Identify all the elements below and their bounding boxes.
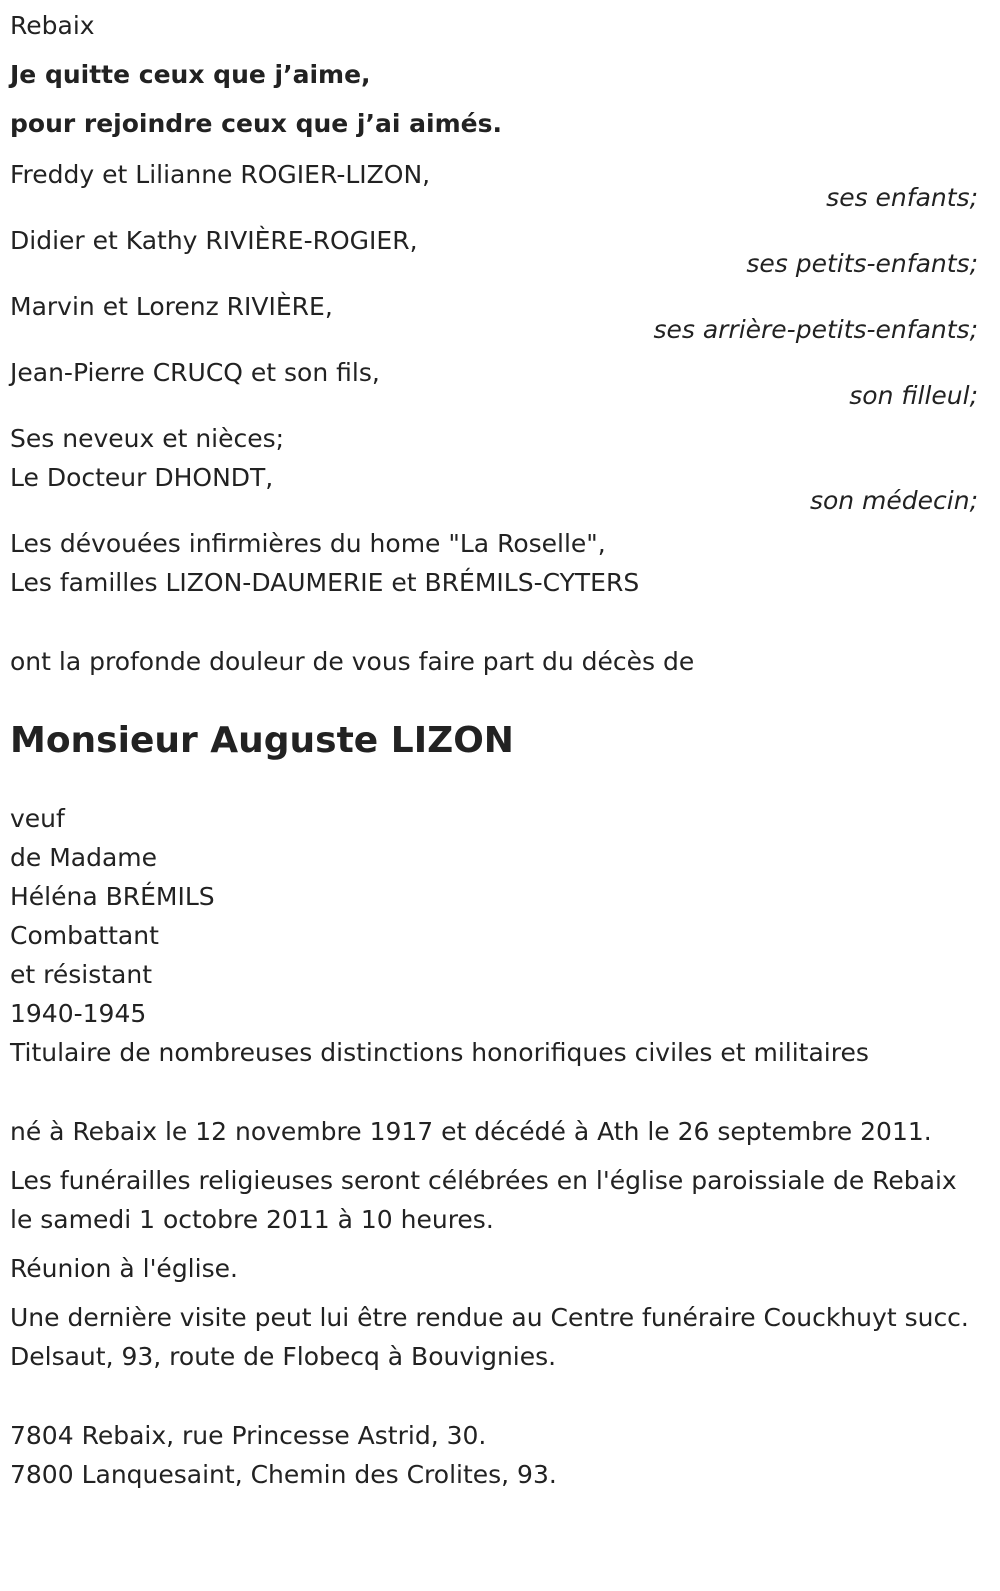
detail-line: de Madame	[10, 843, 158, 872]
obituary-notice	[10, 6, 978, 1494]
nurses-line: Les dévouées infirmières du home "La Roselle",	[10, 529, 606, 558]
detail-line: 1940-1945	[10, 999, 147, 1028]
relative-entry	[10, 353, 978, 415]
motto-line-2: pour rejoindre ceux que j’ai aimés.	[10, 109, 502, 138]
detail-line: veuf	[10, 804, 65, 833]
deceased-details	[10, 799, 978, 1072]
doctor-role: son médecin;	[809, 486, 978, 515]
deceased-name: Monsieur Auguste LIZON	[10, 720, 514, 761]
relative-role: son filleul;	[849, 381, 978, 410]
relative-names: Freddy et Lilianne ROGIER-LIZON,	[10, 160, 431, 189]
detail-line: Héléna BRÉMILS	[10, 882, 215, 911]
families-line: Les familles LIZON-DAUMERIE et BRÉMILS-CYTERS	[10, 568, 640, 597]
relative-role: ses petits-enfants;	[746, 249, 978, 278]
meeting-line: Réunion à l'église.	[10, 1254, 238, 1283]
address-line: 7804 Rebaix, rue Princesse Astrid, 30.	[10, 1421, 487, 1450]
announcement-line: ont la profonde douleur de vous faire part du décès de	[10, 647, 695, 676]
nephews-line: Ses neveux et nièces;	[10, 424, 285, 453]
family-list	[10, 155, 978, 602]
funeral-paragraph: Les funérailles religieuses seront célébrées en l'église paroissiale de Rebaix le samedi 1 octobre 2011 à 10 heures.	[10, 1166, 957, 1234]
detail-line: Combattant	[10, 921, 159, 950]
relative-entry	[10, 155, 978, 217]
detail-line: et résistant	[10, 960, 153, 989]
place-name: Rebaix	[10, 11, 95, 40]
relative-names: Jean-Pierre CRUCQ et son fils,	[10, 358, 380, 387]
relative-role: ses enfants;	[826, 183, 978, 212]
visit-paragraph: Une dernière visite peut lui être rendue au Centre funéraire Couckhuyt succ. Delsaut, 93, route de Flobecq à Bouvignies.	[10, 1303, 969, 1371]
relative-entry	[10, 221, 978, 283]
detail-line: Titulaire de nombreuses distinctions honorifiques civiles et militaires	[10, 1038, 869, 1067]
relative-entry	[10, 287, 978, 349]
birth-death-line: né à Rebaix le 12 novembre 1917 et décédé à Ath le 26 septembre 2011.	[10, 1117, 932, 1146]
motto-line-1: Je quitte ceux que j’aime,	[10, 60, 371, 89]
relative-role: ses arrière-petits-enfants;	[653, 315, 978, 344]
doctor-names: Le Docteur DHONDT,	[10, 463, 274, 492]
relative-names: Marvin et Lorenz RIVIÈRE,	[10, 292, 333, 321]
relative-names: Didier et Kathy RIVIÈRE-ROGIER,	[10, 226, 418, 255]
address-line: 7800 Lanquesaint, Chemin des Crolites, 93.	[10, 1460, 557, 1489]
